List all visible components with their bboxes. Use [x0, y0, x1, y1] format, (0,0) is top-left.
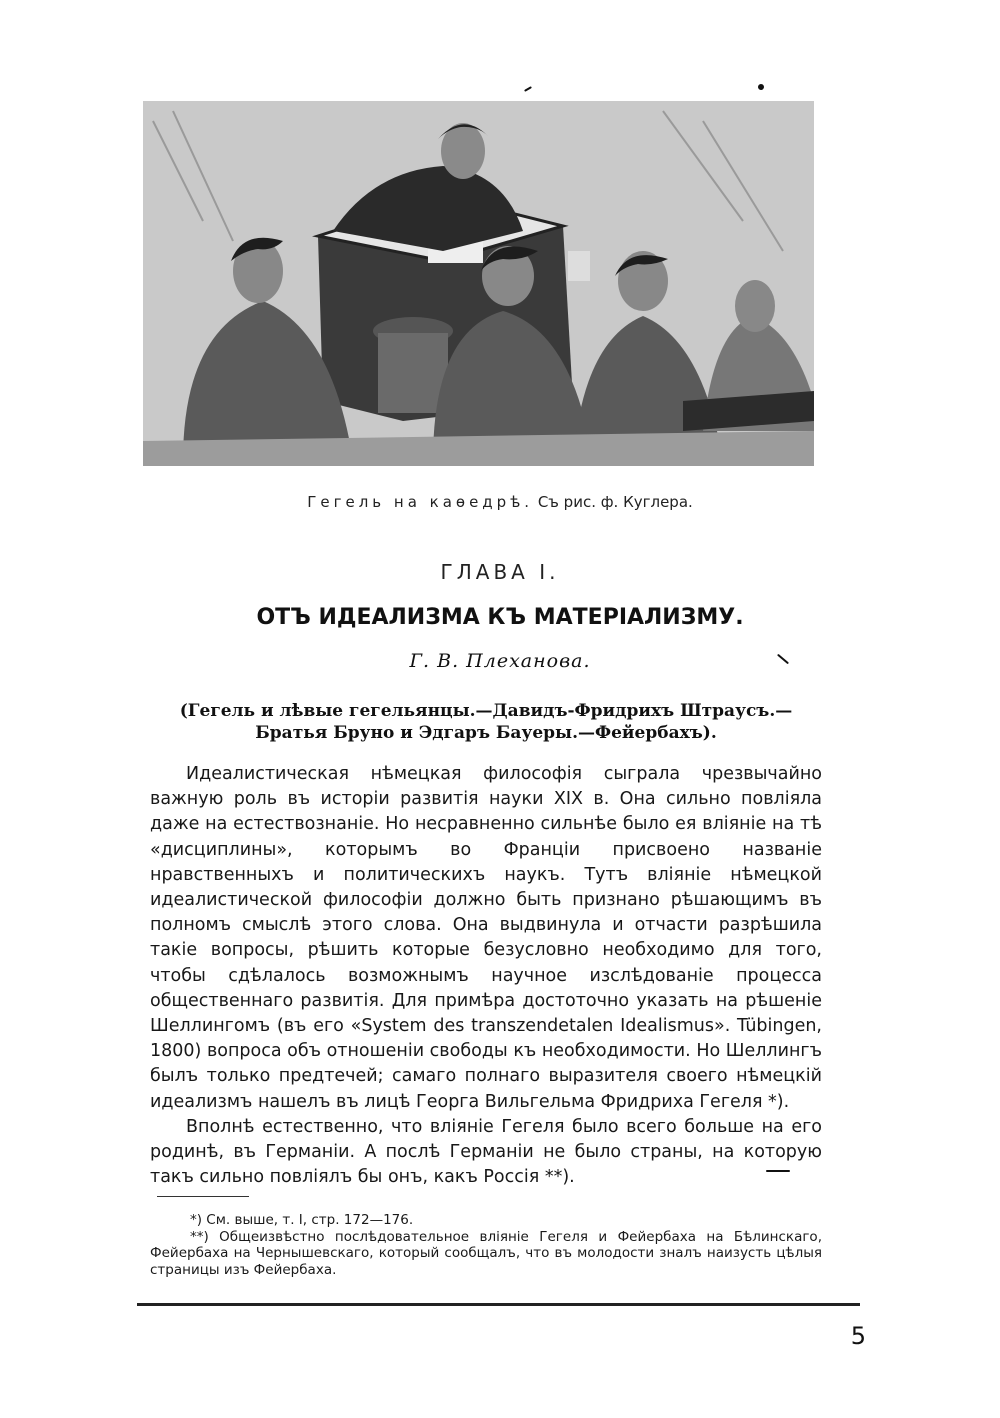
chapter-summary: (Гегель и лѣвые гегельянцы.—Давидъ-Фридрихъ Штраусъ.—Братья Бруно и Эдгаръ Бауеры.—Фейербахъ). [179, 701, 793, 743]
chapter-label: ГЛАВА I. [440, 560, 560, 584]
chapter-author: Г. В. Плеханова. [409, 650, 591, 672]
page-number: 5 [850, 1322, 866, 1350]
footnote: *) См. выше, т. I, стр. 172—176. [190, 1212, 414, 1228]
bottom-rule [137, 1303, 860, 1306]
footnote: **) Общеизвѣстно послѣдовательное вліяніе Гегеля и Фейербаха на Бѣлинскаго, Фейербаха на Чернышевскаго, который сообщалъ, что въ молодости зналъ наизусть цѣлыя страницы изъ Фейербаха. [150, 1228, 822, 1278]
engraving-illustration [143, 101, 814, 466]
footnote-divider [157, 1196, 249, 1197]
figure-caption [0, 493, 1000, 511]
caption-credit: Съ рис. ф. Куглера. [533, 493, 693, 511]
footnotes [150, 1212, 822, 1278]
caption-title: Гегель на каѳедрѣ. [307, 493, 534, 511]
hegel-lecture-drawing [143, 101, 814, 466]
ink-speck [524, 86, 532, 92]
paragraph: Вполнѣ естественно, что вліяніе Гегеля было всего больше на его родинѣ, въ Германіи. А послѣ Германіи не было страны, на которую такъ сильно повліялъ бы онъ, какъ Россія **). [150, 1116, 822, 1188]
paragraph: Идеалистическая нѣмецкая философія сыграла чрезвычайно важную роль въ исторіи развитія науки XIX в. Она сильно повліяла даже на естествознаніе. Но несравненно сильнѣе было ея вліяніе на тѣ «дисциплины», которымъ во Франціи присвоено названіе нравственныхъ и политическихъ наукъ. Тутъ вліяніе нѣмецкой идеалистической философіи должно быть признано рѣшающимъ въ полномъ смыслѣ этого слова. Она выдвинула и отчасти разрѣшила такіе вопросы, рѣшить которые безусловно необходимо для того, чтобы сдѣлалось возможнымъ научное изслѣдованіе процесса общественнаго развитія. Для примѣра достоточно указать на рѣшеніе Шеллингомъ (въ его «System des transzendetalen Idealismus». Tübingen, 1800) вопроса объ отношеніи свободы къ необходимости. Но Шеллингъ былъ только предтечей; самаго полнаго выразителя своего нѣмецкій идеализмъ нашелъ въ лицѣ Георга Вильгельма Фридриха Гегеля *). [150, 764, 822, 1112]
chapter-title: ОТЪ ИДЕАЛИЗМА КЪ МАТЕРІАЛИЗМУ. [256, 605, 744, 630]
ink-speck [766, 1170, 790, 1172]
body-text [150, 762, 822, 1190]
ink-speck [758, 84, 764, 90]
